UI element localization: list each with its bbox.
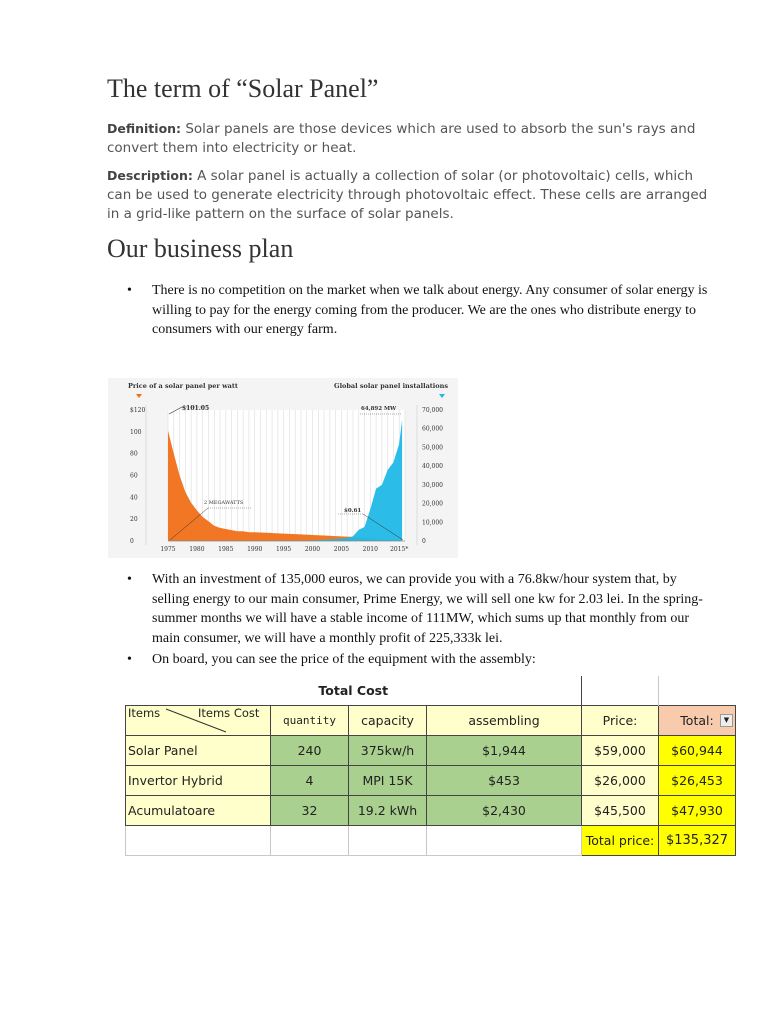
filter-dropdown-icon[interactable]: ▼ bbox=[720, 714, 733, 727]
row-capacity: 375kw/h bbox=[349, 736, 427, 766]
bullet-dot-icon: • bbox=[127, 652, 132, 667]
row-assembling: $2,430 bbox=[427, 796, 582, 826]
solar-chart bbox=[108, 378, 458, 558]
total-price-label: Total price: bbox=[582, 826, 659, 856]
bullet-text: With an investment of 135,000 euros, we can provide you with a 76.8kw/hour system that, by selling energy to our main consumer, Prime Energy, we will sell one kw for 2.03 lei. In the spring-summer months we will have a stable income of 111MW, which sums up that monthly from our main consumer, we will have a monthly profit of 225,333k lei. bbox=[152, 572, 703, 646]
row-capacity: MPI 15K bbox=[349, 766, 427, 796]
table-header-row bbox=[126, 706, 736, 736]
row-item: Solar Panel bbox=[126, 736, 271, 766]
right-tick-label: 70,000 bbox=[422, 407, 443, 414]
bullet-dot-icon: • bbox=[127, 572, 132, 587]
left-marker-icon bbox=[136, 394, 142, 398]
bullet-text: There is no competition on the market when we talk about energy. Any consumer of solar energy is willing to pay for the energy coming from the producer. We are the ones who distribute energy to consumers with our energy farm. bbox=[152, 283, 708, 337]
row-total: $47,930 bbox=[659, 796, 736, 826]
corner-right-label: Items Cost bbox=[198, 706, 260, 720]
row-price: $26,000 bbox=[582, 766, 659, 796]
description-paragraph bbox=[107, 166, 717, 224]
annotation-installs-start: 2 MEGAWATTS bbox=[204, 500, 244, 506]
row-total: $26,453 bbox=[659, 766, 736, 796]
total-price-value: $135,327 bbox=[659, 826, 736, 856]
x-tick-label: 2000 bbox=[304, 546, 321, 553]
annotation-price-end: $0.61 bbox=[344, 508, 362, 514]
x-tick-label: 2010 bbox=[362, 546, 378, 553]
x-tick-label: 1975 bbox=[160, 546, 176, 553]
page-title: The term of “Solar Panel” bbox=[107, 74, 379, 103]
x-tick-label: 1980 bbox=[189, 546, 205, 553]
x-tick-label: 2005 bbox=[333, 546, 350, 553]
row-assembling: $1,944 bbox=[427, 736, 582, 766]
left-tick-label: 0 bbox=[130, 538, 134, 545]
x-tick-label: 1995 bbox=[275, 546, 292, 553]
row-item: Invertor Hybrid bbox=[126, 766, 271, 796]
left-tick-label: 20 bbox=[130, 516, 138, 524]
annotation-installs-peak: 64,892 MW bbox=[361, 406, 397, 412]
right-tick-label: 0 bbox=[422, 538, 426, 545]
left-tick-label: 100 bbox=[130, 428, 142, 436]
annotation-price-peak: $101.05 bbox=[182, 405, 210, 412]
header-total[interactable] bbox=[659, 706, 736, 736]
right-marker-icon bbox=[439, 394, 445, 398]
bullet-text: On board, you can see the price of the equipment with the assembly: bbox=[152, 652, 536, 667]
right-tick-label: 10,000 bbox=[422, 519, 443, 527]
table-row bbox=[126, 766, 736, 796]
x-tick-label: 2015* bbox=[390, 546, 409, 553]
left-tick-label: 60 bbox=[130, 472, 138, 480]
bullet-dot-icon: • bbox=[127, 283, 132, 298]
left-tick-label: 40 bbox=[130, 494, 138, 502]
definition-text: Solar panels are those devices which are used to absorb the sun's rays and convert them into electricity or heat. bbox=[107, 121, 696, 156]
description-text: A solar panel is actually a collection of solar (or photovoltaic) cells, which can be used to generate electricity through photovoltaic effect. These cells are arranged in a grid-like pattern on the surface of solar panels. bbox=[107, 168, 708, 222]
row-capacity: 19.2 kWh bbox=[349, 796, 427, 826]
row-item: Acumulatoare bbox=[126, 796, 271, 826]
right-axis-title: Global solar panel installations bbox=[334, 382, 448, 390]
row-quantity: 240 bbox=[271, 736, 349, 766]
definition-paragraph bbox=[107, 119, 717, 158]
right-tick-label: 50,000 bbox=[422, 444, 443, 452]
table-row bbox=[126, 796, 736, 826]
x-tick-label: 1990 bbox=[247, 546, 263, 553]
header-assembling: assembling bbox=[427, 706, 582, 736]
table-title-row bbox=[126, 676, 736, 706]
right-tick-label: 20,000 bbox=[422, 500, 443, 508]
corner-left-label: Items bbox=[128, 706, 161, 720]
corner-header-cell bbox=[126, 706, 271, 736]
header-total-label: Total: bbox=[680, 713, 714, 728]
x-tick-label: 1985 bbox=[218, 546, 234, 553]
total-cost-table bbox=[125, 676, 736, 856]
left-tick-label: 80 bbox=[130, 450, 138, 458]
header-capacity: capacity bbox=[349, 706, 427, 736]
table-title: Total Cost bbox=[318, 683, 389, 698]
description-label: Description: bbox=[107, 168, 193, 183]
header-quantity: quantity bbox=[271, 706, 349, 736]
row-total: $60,944 bbox=[659, 736, 736, 766]
row-assembling: $453 bbox=[427, 766, 582, 796]
row-price: $45,500 bbox=[582, 796, 659, 826]
left-axis-title: Price of a solar panel per watt bbox=[128, 382, 238, 390]
header-price: Price: bbox=[582, 706, 659, 736]
right-tick-label: 60,000 bbox=[422, 425, 443, 433]
table-total-row bbox=[126, 826, 736, 856]
row-price: $59,000 bbox=[582, 736, 659, 766]
table-row bbox=[126, 736, 736, 766]
right-tick-label: 40,000 bbox=[422, 463, 443, 471]
left-tick-label: $120 bbox=[130, 407, 146, 414]
section-heading: Our business plan bbox=[107, 234, 294, 263]
right-tick-label: 30,000 bbox=[422, 481, 443, 489]
definition-label: Definition: bbox=[107, 121, 182, 136]
row-quantity: 4 bbox=[271, 766, 349, 796]
row-quantity: 32 bbox=[271, 796, 349, 826]
